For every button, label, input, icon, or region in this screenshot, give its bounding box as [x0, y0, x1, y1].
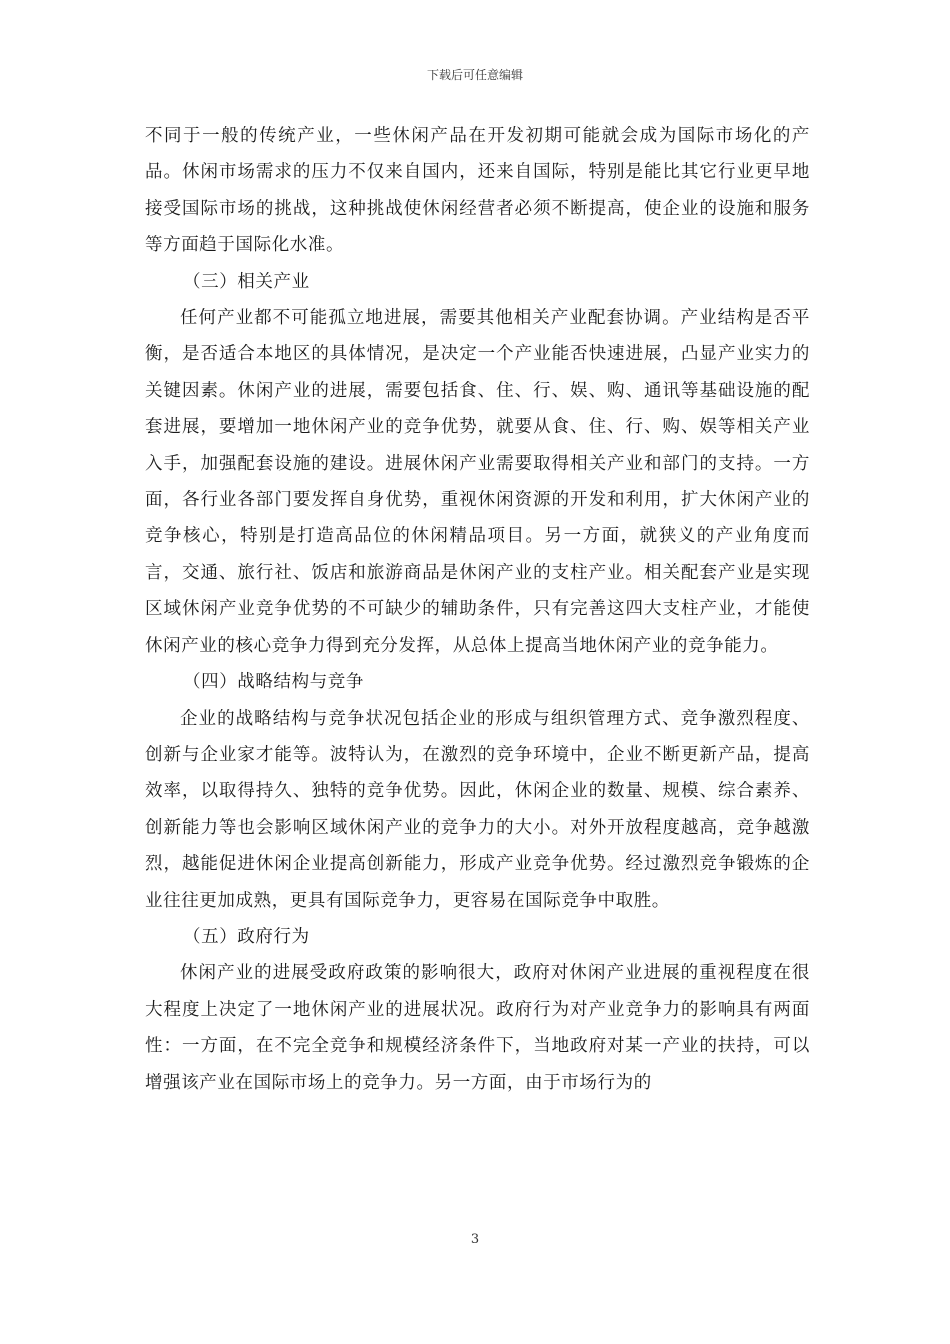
paragraph-related-industries: 任何产业都不可能孤立地进展，需要其他相关产业配套协调。产业结构是否平衡，是否适合本地区的具体情况，是决定一个产业能否快速进展，凸显产业实力的关键因素。休闲产业的进展，需要包括食、住、行、娱、购、通讯等基础设施的配套进展，要增加一地休闲产业的竞争优势，就要从食、住、行、购、娱等相关产业入手，加强配套设施的建设。进展休闲产业需要取得相关产业和部门的支持。一方面，各行业各部门要发挥自身优势，重视休闲资源的开发和利用，扩大休闲产业的竞争核心，特别是打造高品位的休闲精品项目。另一方面，就狭义的产业角度而言，交通、旅行社、饭店和旅游商品是休闲产业的支柱产业。相关配套产业是实现区域休闲产业竞争优势的不可缺少的辅助条件，只有完善这四大支柱产业，才能使休闲产业的核心竞争力得到充分发挥，从总体上提高当地休闲产业的竞争能力。	[145, 308, 810, 656]
paragraph-government: 休闲产业的进展受政府政策的影响很大，政府对休闲产业进展的重视程度在很大程度上决定了一地休闲产业的进展状况。政府行为对产业竞争力的影响具有两面性：一方面，在不完全竞争和规模经济条件下，当地政府对某一产业的扶持，可以增强该产业在国际市场上的竞争力。另一方面，由于市场行为的	[145, 963, 810, 1093]
section-heading-related-industries: （三）相关产业	[183, 271, 310, 292]
section-heading-government: （五）政府行为	[183, 926, 310, 947]
paragraph-continued: 不同于一般的传统产业，一些休闲产品在开发初期可能就会成为国际市场化的产品。休闲市场需求的压力不仅来自国内，还来自国际，特别是能比其它行业更早地接受国际市场的挑战，这种挑战使休闲经营者必须不断提高，使企业的设施和服务等方面趋于国际化水准。	[145, 126, 810, 256]
page-number: 3	[470, 1232, 480, 1247]
section-heading-strategy-competition: （四）战略结构与竞争	[183, 672, 364, 693]
paragraph-strategy-competition: 企业的战略结构与竞争状况包括企业的形成与组织管理方式、竞争激烈程度、创新与企业家才能等。波特认为，在激烈的竞争环境中，企业不断更新产品，提高效率，以取得持久、独特的竞争优势。因此，休闲企业的数量、规模、综合素养、创新能力等也会影响区域休闲产业的竞争力的大小。对外开放程度越高，竞争越激烈，越能促进休闲企业提高创新能力，形成产业竞争优势。经过激烈竞争锻炼的企业往往更加成熟，更具有国际竞争力，更容易在国际竞争中取胜。	[145, 708, 810, 911]
page-header: 下载后可任意编辑	[426, 68, 523, 82]
document-body	[145, 118, 810, 1101]
